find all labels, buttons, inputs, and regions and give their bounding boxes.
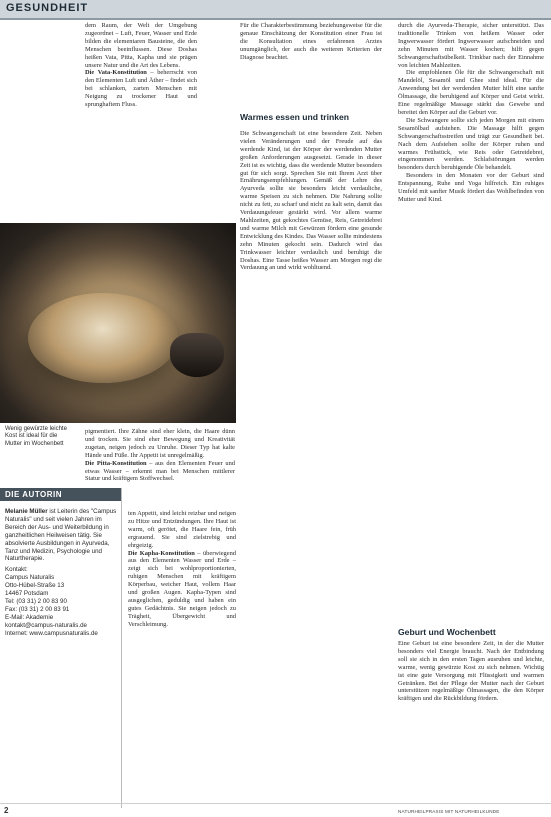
author-name: Melanie Müller [5, 508, 48, 515]
birth-text-column [398, 640, 544, 800]
contact-web-link[interactable]: Internet: www.campusnaturalis.de [5, 629, 98, 637]
contact-fax: Fax: (03 31) 2 00 83 91 [5, 605, 70, 613]
pitta-continued-paragraph: ten Appetit, sind leicht reizbar und neigen zu Hitze und Entzündungen. Ihre Haut ist warm, oft gerötet, die Haare fein, früh ergrauend. Sie sind zielstrebig und ehrgeizig. [128, 510, 236, 549]
author-box [0, 488, 122, 808]
author-bio-text: ist Leiterin des "Campus Naturalis" und seit vielen Jahren im Bereich der Aus- und Weiterbildung in ganzheitlichen Heilweisen tätig. Sie absolvierte Ausbildungen in Ayurveda, Tanz und Medizin, Psychologie und Naturtherapie. [5, 508, 117, 563]
contact-email-label: E-Mail: Akademie [5, 613, 54, 621]
diagnosis-paragraph: Für die Charakterbestimmung beziehungsweise für die genaue Einschätzung der Konstitution einer Frau ist die Konsultation eines erfahrenen Arztes unumgänglich, der auch die weiteren Kriterien der Diagnose beachtet. [240, 22, 382, 61]
food-bowl-photo [0, 223, 236, 423]
contact-tel: Tel: (03 31) 2 00 83 90 [5, 597, 67, 605]
footer-publication: NATURHEILPRAXIS MIT NATURHEILKUNDE [398, 809, 500, 814]
therapy-paragraph-1: durch die Ayurveda-Therapie, sicher unterstützt. Das traditionelle Trinken von heißem Wasser oder Ingwerwasser fördert Ingwerwasser aufschneiden und zehn Minuten mit Wasser kochen; hilft gegen Schwangerschaftsübelkeit. Trinkbar nach der Einnahme von leichten Mahlzeiten. [398, 22, 544, 69]
therapy-paragraph-4: Besonders in den Monaten vor der Geburt sind Entspannung, Ruhe und Yoga hilfreich. Ein ruhiges Umfeld mit sanfter Musik fördert das Wohlbefinden von Mutter und Kind. [398, 172, 544, 203]
section-title: GESUNDHEIT [6, 2, 89, 14]
vata-text: – beherrscht von den Elementen Luft und Äther – findet sich bei schlanken, zarten Menschen mit Neigung zu trockener Haut und sprunghaftem Fluss. [85, 69, 197, 109]
footer-rule [0, 803, 551, 804]
tea-cup-image [170, 333, 224, 377]
kapha-text: – überwiegend aus den Elementen Wasser und Erde – zeigt sich bei wohlproportionierten, ruhigen Menschen mit kräftigem Körperbau, weicher Haut, vollem Haar und großen Augen. Kapha-Typen sind ausgeglichen, geduldig und haben ein gutes Gedächtnis. Sie neigen jedoch zu Trägheit, Übergewicht und Verschleimung. [128, 549, 236, 628]
warm-food-heading: Warmes essen und trinken [240, 112, 350, 122]
birth-heading: Geburt und Wochenbett [398, 627, 496, 637]
kapha-text-column [128, 510, 236, 800]
therapy-paragraph-3: Die Schwangere sollte sich jeden Morgen mit einem Sesamölbad aufstehen. Die Massage hilft gegen Schwangerschaftsstreifen und trägt zur Gesundheit bei. Nach dem Aufstehen sollte der Körper ruhen und warmes Frühstück, wie Reis oder Getreidebrei, eingenommen werden. Schlafstörungen werden besonders durch beruhigende Öle behandelt. [398, 116, 544, 172]
vata-continued-paragraph: pigmentiert. Ihre Zähne sind eher klein, die Haare dünn und trocken. Sie sind eher Bewegung und Kreativität zugetan, neigen jedoch zu Unruhe. Dieser Typ hat kalte Hände und Füße. Ihr Appetit ist unregelmäßig. [85, 428, 235, 459]
contact-email-link[interactable]: kontakt@campus-naturalis.de [5, 621, 87, 629]
photo-caption: Wenig gewürzte leichte Kost ist ideal für die Mutter im Wochenbett [5, 426, 67, 447]
contact-label: Kontakt: [5, 566, 28, 574]
pitta-text: – aus den Elementen Feuer und etwas Wasser – erkennt man bei Menschen mittlerer Statur und kräftigem Stoffwechsel. [85, 459, 235, 483]
author-contact [5, 566, 117, 637]
intro-paragraph: dem Raum, der Welt der Umgebung zugeordnet – Luft, Feuer, Wasser und Erde bilden die elementaren Bausteine, die den Menschen beeinflussen. Diese Doshas heißen Vata, Pitta, Kapha und sie prägen unsere Natur und die Art des Lebens. [85, 22, 197, 69]
warm-food-text-column [240, 130, 382, 794]
contact-org: Campus Naturalis [5, 574, 55, 582]
contact-city: 14467 Potsdam [5, 590, 49, 598]
contact-street: Otto-Hübel-Straße 13 [5, 582, 65, 590]
soup-bowl-image [28, 293, 178, 383]
author-box-title-band [0, 488, 121, 501]
therapy-paragraph-2: Die empfohlenen Öle für die Schwangerschaft mit Mandelöl, Sesamöl und Ghee sind ideal. Für die Anwendung bei der werdenden Mutter hilft eine sanfte Ölmassage, die beruhigend auf Körper und Geist wirkt. Eine regelmäßige Massage stärkt das Gewebe und bereitet den Körper auf die Geburt vor. [398, 69, 544, 116]
kapha-heading: Die Kapha-Konstitution [128, 549, 195, 557]
intro-text-column [85, 22, 197, 202]
page-number: 2 [4, 806, 9, 815]
pitta-heading: Die Pitta-Konstitution [85, 459, 147, 467]
author-box-title: DIE AUTORIN [5, 490, 63, 499]
diagnosis-text-column [240, 22, 382, 102]
birth-paragraph: Eine Geburt ist eine besondere Zeit, in der die Mutter besonders viel Energie braucht. Nach der Entbindung soll sie sich in den ersten Tagen ausruhen und leichte, warme, wenig gewürzte Kost zu sich nehmen. Wichtig ist eine gute Versorgung mit Flüssigkeit und warmen Getränken. Bei der Pflege der Mutter nach der Geburt unterstützen regelmäßige Ölmassagen, die den Körper kräftigen und die Rückbildung fördern. [398, 640, 544, 703]
vata-heading: Die Vata-Konstitution [85, 69, 147, 77]
page-header [0, 0, 551, 20]
warm-food-paragraph: Die Schwangerschaft ist eine besondere Zeit. Neben vielen Veränderungen und der Freude auf das werdende Kind, ist der Körper der werdenden Mutter großen Anforderungen ausgesetzt. Gerade in dieser Zeit ist es wichtig, dass die werdende Mutter besonders gut für sich sorgt. Sprechen Sie mit Ihrem Arzt über Ernährungsempfehlungen. Gemäß der Lehre des Ayurveda sollte sie besonders leicht verdauliche, warme Speisen zu sich nehmen. Die Nahrung sollte nicht zu fett, zu scharf und nicht zu kalt sein, damit das Verdauungsfeuer gestärkt wird. Vor allem warme Mahlzeiten, gut gekochtes Gemüse, Reis, Getreidebrei und warme Milch mit Gewürzen fördern eine gesunde Entwicklung des Kindes. Das Wasser sollte mindestens zehn Minuten gekocht sein. Dadurch wird das Trinkwasser leichter verdaulich und beruhigt die Doshas. Eine Tasse heißes Wasser am Morgen regt die Verdauung an und wirkt wohltuend. [240, 130, 382, 272]
author-bio [5, 508, 117, 638]
